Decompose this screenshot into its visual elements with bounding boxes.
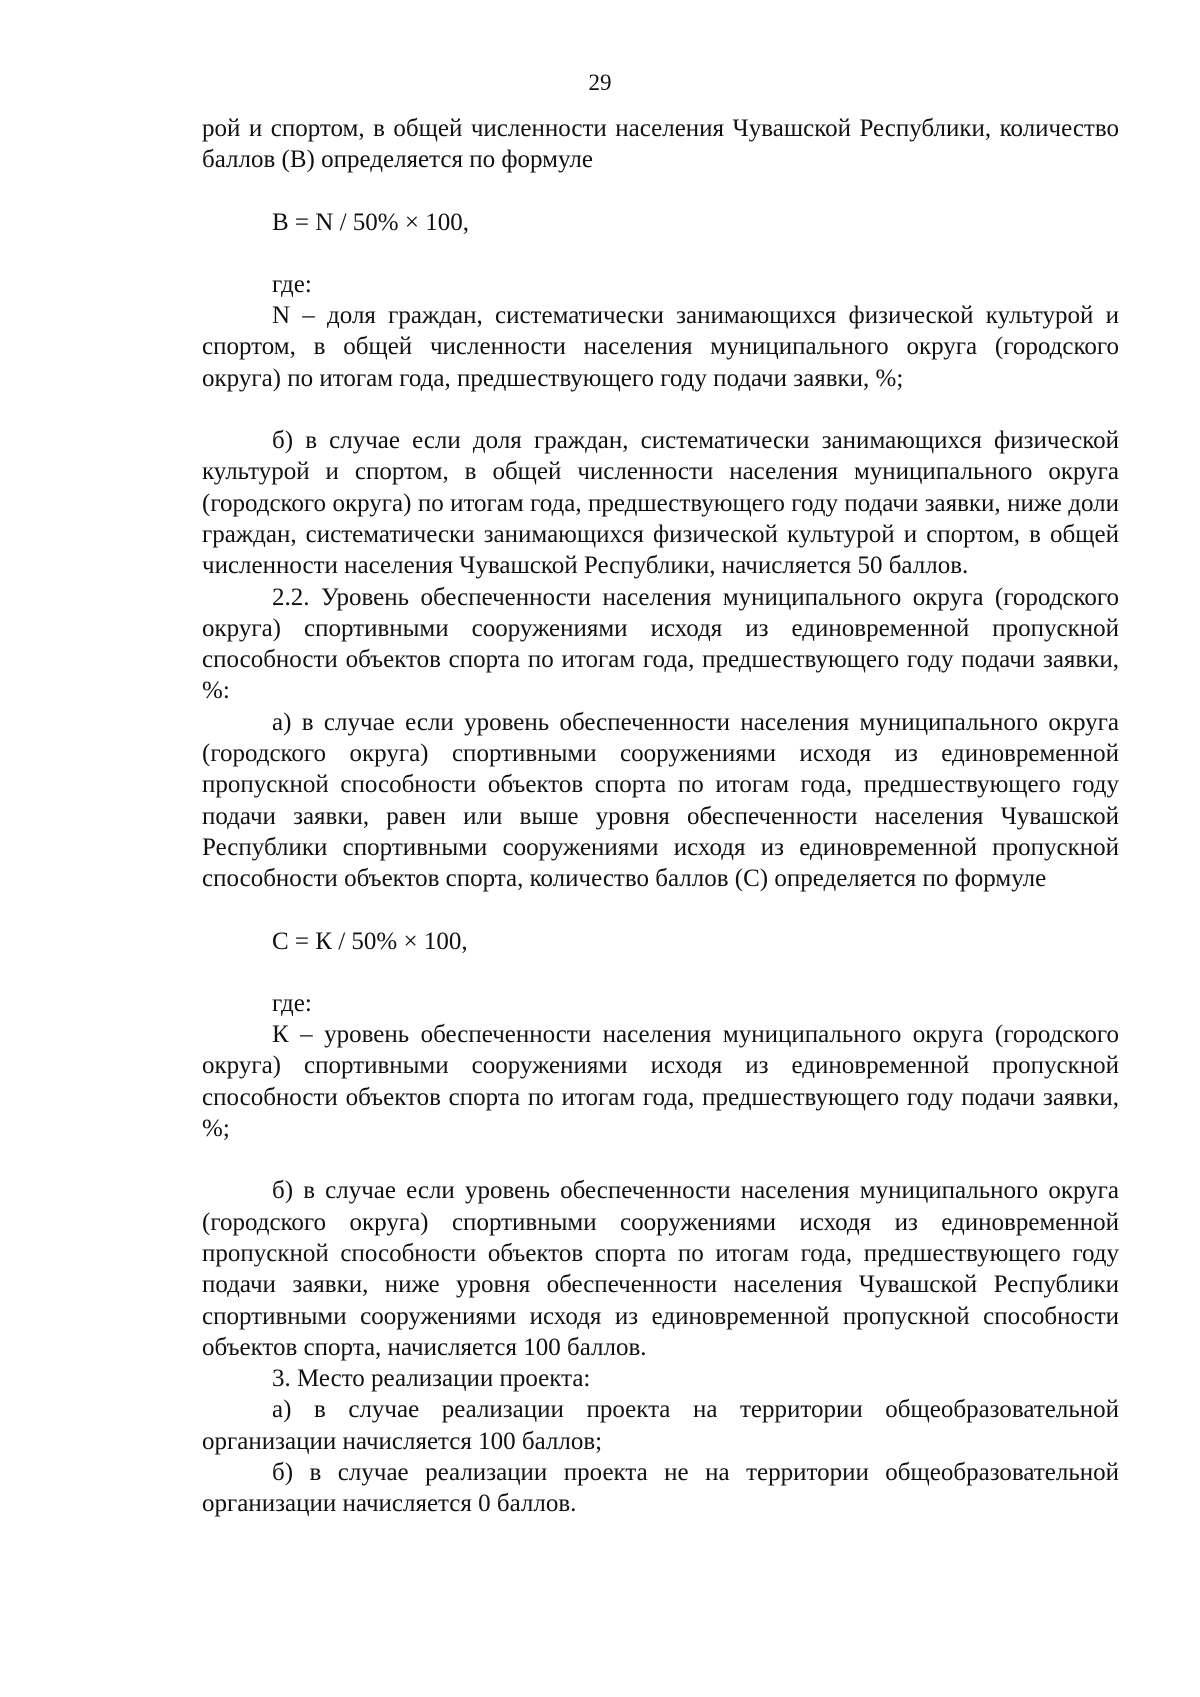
formula-c: С = К / 50% × 100, bbox=[272, 927, 468, 955]
where-label: где: bbox=[272, 989, 312, 1017]
where-label: где: bbox=[272, 270, 312, 298]
page-number: 29 bbox=[588, 70, 612, 95]
paragraph-b-50-points: б) в случае если доля граждан, систематически занимающихся физической культурой и спортом, в общей численности населения муниципального округа (городского округа) по итогам года, предшествующего году подачи заявки, ниже доли граждан, систематически занимающихся физической культурой и спортом, в общей численности населения Чувашской Республики, начисляется 50 баллов. bbox=[202, 427, 1119, 580]
spacer bbox=[202, 238, 1119, 269]
paragraph-2-2: 2.2. Уровень обеспеченности населения муниципального округа (городского округа) спортивными сооружениями исходя из единовременной пропускной способности объектов спорта по итогам года, предшествующего году подачи заявки, %: bbox=[202, 583, 1119, 705]
paragraph-a-school: а) в случае реализации проекта на территории общеобразовательной организации начисляется 100 баллов; bbox=[202, 1396, 1119, 1455]
paragraph-b-not-school: б) в случае реализации проекта не на территории общеобразовательной организации начисляется 0 баллов. bbox=[202, 1458, 1119, 1518]
paragraph-3-location: 3. Место реализации проекта: bbox=[272, 1365, 591, 1393]
paragraph-continuation: рой и спортом, в общей численности населения Чувашской Республики, количество баллов (В) определяется по формуле bbox=[202, 115, 1119, 174]
spacer bbox=[202, 394, 1119, 425]
spacer bbox=[202, 1144, 1119, 1175]
paragraph-b-100-points: б) в случае если уровень обеспеченности населения муниципального округа (городского округа) спортивными сооружениями исходя из единовременной пропускной способности объектов спорта по итогам года, предшествующего году подачи заявки, ниже уровня обеспеченности населения Чувашской Республики спортивными сооружениями исходя из единовременной пропускной способности объектов спорта, начисляется 100 баллов. bbox=[202, 1177, 1119, 1361]
formula-b: В = N / 50% × 100, bbox=[272, 208, 469, 236]
spacer bbox=[202, 895, 1119, 926]
paragraph-k-definition: К – уровень обеспеченности населения муниципального округа (городского округа) спортивными сооружениями исходя из единовременной пропускной способности объектов спорта по итогам года, предшествующего году подачи заявки, %; bbox=[202, 1021, 1119, 1143]
document-body bbox=[202, 113, 1119, 1520]
spacer bbox=[202, 957, 1119, 988]
paragraph-n-definition: N – доля граждан, систематически занимающихся физической культурой и спортом, в общей численности населения муниципального округа (городского округа) по итогам года, предшествующего году подачи заявки, %; bbox=[202, 302, 1119, 392]
spacer bbox=[202, 176, 1119, 207]
paragraph-a-formula-c: а) в случае если уровень обеспеченности населения муниципального округа (городского округа) спортивными сооружениями исходя из единовременной пропускной способности объектов спорта по итогам года, предшествующего году подачи заявки, равен или выше уровня обеспеченности населения Чувашской Республики спортивными сооружениями исходя из единовременной пропускной способности объектов спорта, количество баллов (С) определяется по формуле bbox=[202, 708, 1119, 893]
